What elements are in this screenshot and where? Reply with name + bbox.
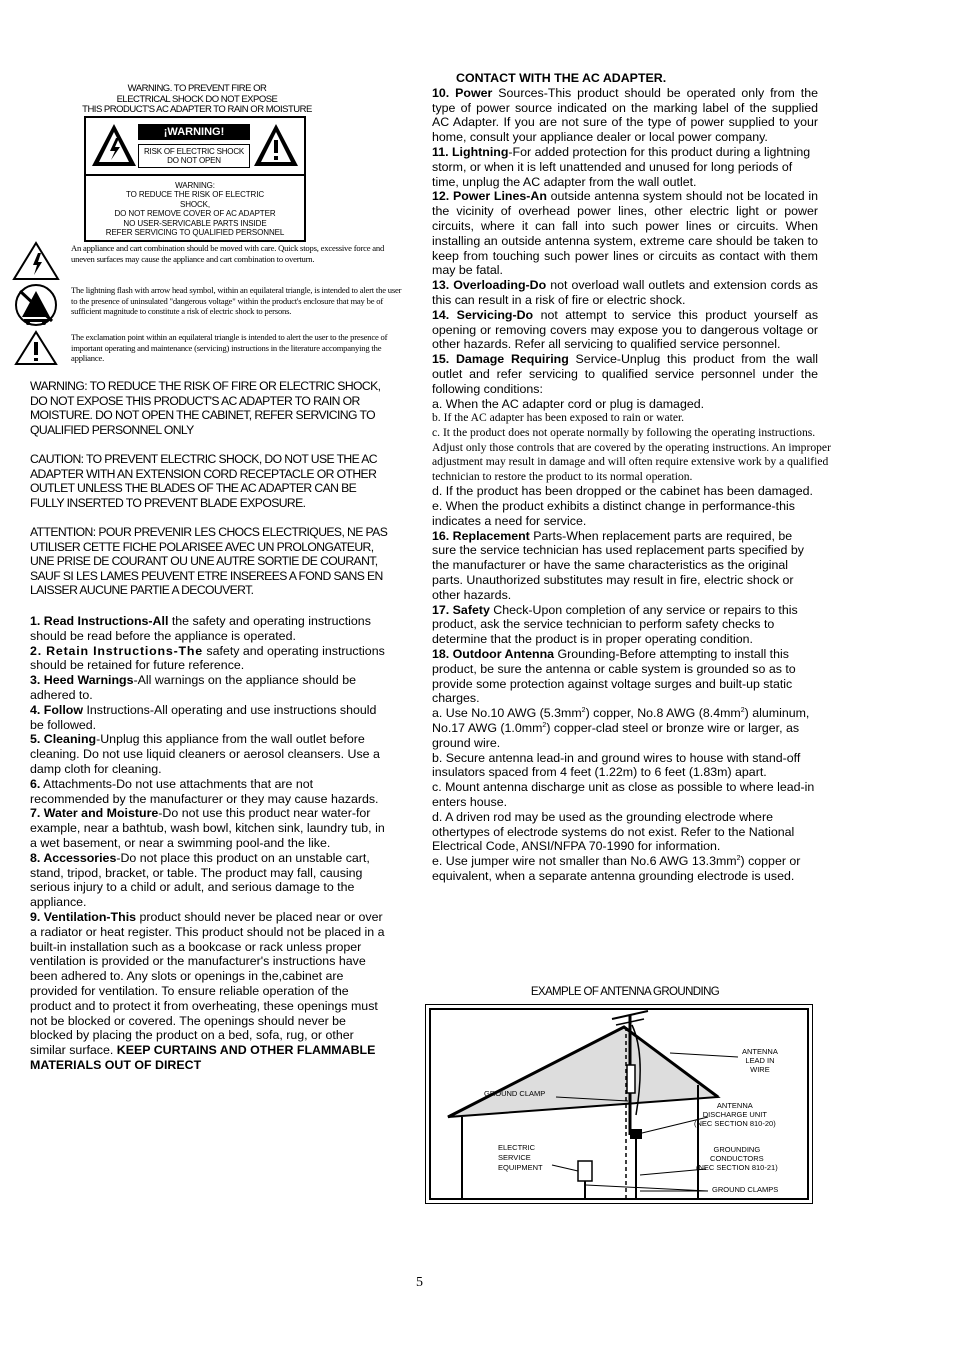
electric-service-label: ELECTRIC SERVICE EQUIPMENT — [498, 1143, 543, 1172]
ground-clamp-label: GROUND CLAMP — [484, 1089, 546, 1098]
condition-b: b. If the AC adapter has been exposed to rain or water. — [432, 411, 685, 425]
grounding-b: b. Secure antenna lead-in and ground wires to house with stand-off insulators spaced from 4 feet (1.22m) to 6 feet (1.83m) apart. — [432, 750, 801, 780]
warning-paragraph: WARNING: TO REDUCE THE RISK OF FIRE OR ELECTRIC SHOCK, DO NOT EXPOSE THIS PRODUCT'S AC ADAPTER TO RAIN OR MOISTURE. DO NOT OPEN THE CABINET, REFER SERVICING TO QUALIFIED PERSONNEL ONLY — [30, 379, 381, 437]
grounding-e: e. Use jumper wire not smaller than No.6 AWG $13.3mm^2$) copper or equivalent, when a separate antenna grounding electrode is used. — [432, 854, 801, 884]
instruction-item: 18. Outdoor Antenna Grounding-Before attempting to install this product, be sure the antenna or cable system is grounded so as to provide some protection against voltage surges and built-up static charges. — [432, 647, 796, 706]
warnings-block — [30, 379, 392, 598]
ground-clamps-label: GROUND CLAMPS — [712, 1185, 779, 1194]
condition-e: e. When the product exhibits a distinct change in performance-this indicates a need for service. — [432, 499, 795, 528]
grounding-c: c. Mount antenna discharge unit as close as possible to where lead-in enters house. — [432, 780, 815, 810]
instruction-item: 5. Cleaning-Unplug this appliance from the wall outlet before cleaning. Do not use liquid cleaners or aerosol cleansers. Use a damp cloth for cleaning. — [30, 732, 380, 776]
instruction-item: 3. Heed Warnings-All warnings on the appliance should be adhered to. — [30, 673, 357, 702]
instruction-item: 14. Servicing-Do not attempt to service this product yourself as opening or removing covers may expose you to dangerous voltage or other hazards. Refer all servicing to qualified service personnel. — [432, 307, 819, 352]
warning-label: ¡WARNING! RISK OF ELECTRIC SHOCK DO NOT OPEN WARNING: TO REDUCE THE RISK OF ELECTRIC SHOCK, DO NOT REMOVE COVER OF AC ADAPTER NO USER-SERVICABLE PARTS INSIDE REFER SERVICING TO QUALIFIED PERSONNEL — [84, 116, 306, 242]
condition-a: a. When the AC adapter cord or plug is damaged. — [432, 396, 705, 411]
instruction-item: 15. Damage Requiring Service-Unplug this product from the wall outlet and refer servicing to qualified service personnel under the following conditions: — [432, 352, 819, 396]
lightning-triangle-icon — [90, 122, 138, 168]
instruction-item: 2. Retain Instructions-The safety and operating instructions should be retained for future reference. — [30, 643, 385, 673]
instruction-item: 1. Read Instructions-All the safety and operating instructions should be read before the appliance is operated. — [30, 614, 371, 643]
right-instructions — [432, 71, 831, 884]
instruction-item: 13. Overloading-Do not overload wall outlets and extension cords as this can result in a risk of fire or electric shock. — [432, 278, 819, 307]
cart-warning-icon — [12, 241, 60, 281]
instruction-item: 11. Lightning-For added protection for this product during a lightning storm, or when it is left unattended and unused for long periods of time, unplug the AC adapter from the wall outlet. — [432, 144, 811, 189]
instruction-item: 4. Follow Instructions-All operating and use instructions should be followed. — [30, 702, 377, 732]
grounding-d: d. A driven rod may be used as the grounding electrode where othertypes of electrode systems do not exist. Refer to the National Electrical Code, ANSI/NFPA 70-1990 for information. — [432, 809, 795, 854]
lead-in-label: ANTENNA LEAD IN WIRE — [742, 1047, 778, 1074]
condition-d: d. If the product has been dropped or the cabinet has been damaged. — [432, 484, 813, 499]
instruction-item: 7. Water and Moisture-Do not use this product near water-for example, near a bathtub, wash bowl, kitchen sink, laundry tub, in a wet basement, or near a swimming pool-and the like. — [30, 806, 385, 850]
warning-header: WARNING. TO PREVENT FIRE OR ELECTRICAL SHOCK DO NOT EXPOSE THIS PRODUCT'S AC ADAPTER TO RAIN OR MOISTURE — [82, 83, 312, 115]
condition-c: c. It the product does not operate normally by following the operating instructions. Adjust only those controls that are covered by the operating instructions. An improper adjustment may result in damage and will often require extensive work by a qualified technician to restore the product to its normal operation. — [432, 425, 831, 483]
instruction-item: 8. Accessories-Do not place this product on an unstable cart, stand, tripod, bracket, or table. The product may fall, causing serious injury to a child or adult, and serious damage to the appliance. — [30, 850, 370, 910]
left-instructions — [30, 614, 392, 1073]
lightning-triangle-icon — [12, 283, 60, 327]
diagram-caption: EXAMPLE OF ANTENNA GROUNDING — [530, 986, 720, 998]
instruction-item: 17. Safety Check-Upon completion of any service or repairs to this product, ask the service technician to perform safety checks to determine that the product is in proper operating condition. — [432, 602, 798, 647]
instruction-item: 9. Ventilation-This product should never be placed near or over a radiator or heat register. This product should not be placed in a built-in installation such as a bookcase or rack unless proper ventilation is provided or the manufacturer's instructions have been adhered to. Any slots or openings in the,cabinet are provided for ventilation. To ensure reliable operation of the product and to protect it from overheating, these openings must not be blocked or covered. The openings should never be blocked by placing the product on a bed, sofa, rug, or other similar surface. KEEP CURTAINS AND OTHER FLAMMABLE MATERIALS OUT OF DIRECT — [30, 909, 385, 1072]
grounding-a: a. Use No.10 AWG $(5.3mm^2)$ copper, No.8 AWG $(8.4mm^2)$ aluminum, No.17 AWG $(1.0mm^2)$ copper-clad steel or bronze wire or larger, as ground wire. — [432, 706, 810, 750]
instruction-item: 10. Power Sources-This product should be operated only from the type of power source indicated on the marking label of the supplied AC Adapter. If you are not sure of the type of power supplied to your home, consult your appliance dealer or local power company. — [432, 85, 818, 145]
discharge-unit-label: ANTENNA DISCHARGE UNIT (NEC SECTION 810-20) — [694, 1101, 776, 1128]
contact-ac-adapter-heading: CONTACT WITH THE AC ADAPTER. — [456, 71, 667, 85]
exclamation-triangle-icon — [252, 122, 300, 168]
antenna-grounding-diagram — [425, 1004, 813, 1204]
warning-label-text: WARNING: TO REDUCE THE RISK OF ELECTRIC SHOCK, DO NOT REMOVE COVER OF AC ADAPTER NO USER-SERVICABLE PARTS INSIDE REFER SERVICING TO QUALIFIED PERSONNEL — [105, 181, 285, 238]
grounding-conductors-label: GROUNDING CONDUCTORS (NEC SECTION 810-21) — [696, 1145, 778, 1172]
instruction-item: 6. Attachments-Do not use attachments that are not recommended by the manufacturer or they may cause hazards. — [30, 776, 379, 806]
instruction-item: 12. Power Lines-An outside antenna system should not be located in the vicinity of overhead power lines, other electric light or power circuits, where it can fall into such power lines or circuits. When installing an outside antenna system, extreme care should be taken to keep from touching such power lines or circuits as contact with them may be fatal. — [432, 189, 818, 278]
exclamation-triangle-icon — [12, 330, 60, 366]
instruction-item: 16. Replacement Parts-When replacement parts are required, be sure the service technician has used replacement parts specified by the manufacturer or have the same characteristics as the original parts. Unauthorized substitutes may result in fire, electric shock or other hazards. — [432, 528, 804, 602]
caution-paragraph: CAUTION: TO PREVENT ELECTRIC SHOCK, DO NOT USE THE AC ADAPTER WITH AN EXTENSION CORD RECEPTACLE OR OTHER OUTLET UNLESS THE BLADES OF THE AC ADAPTER CAN BE FULLY INSERTED TO PREVENT BLADE EXPOSURE. — [30, 451, 377, 510]
attention-paragraph: ATTENTION: POUR PREVENIR LES CHOCS ELECTRIQUES, NE PAS UTILISER CETTE FICHE POLARISEE AVEC UN PROLONGATEUR, UNE PRISE DE COURANT OU UNE AUTRE SORTIE DE COURANT, SAUF SI LES LAMES PEUVENT ETRE INSEREES A FOND SANS EN LAISSER AUCUNE PARTIE A DECOUVERT. — [30, 524, 388, 598]
page-number: 5 — [416, 1275, 423, 1290]
